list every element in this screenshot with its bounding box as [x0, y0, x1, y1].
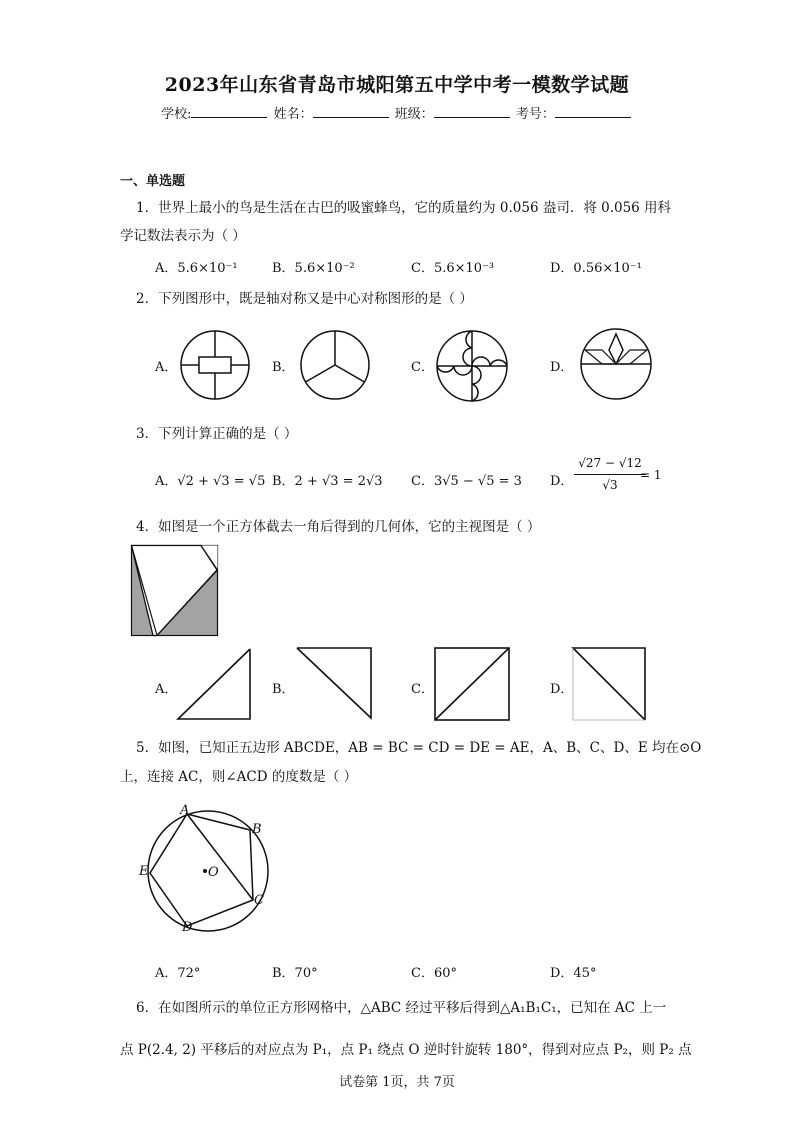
school-blank[interactable]	[191, 104, 267, 118]
q4-option-d[interactable]: D．	[550, 682, 574, 697]
q6-line2: 点 P(2.4, 2) 平移后的对应点为 P₁，点 P₁ 绕点 O 逆时针旋转 180°，得到对应点 P₂，则 P₂ 点	[120, 1042, 692, 1058]
q5-option-b[interactable]: B．70°	[272, 966, 318, 981]
q3-option-d-label: D．	[550, 474, 574, 489]
q2-figure-b	[300, 330, 370, 400]
q3-option-d[interactable]	[550, 470, 573, 489]
q3-option-a[interactable]: A．√2 + √3 = √5	[155, 474, 266, 489]
q5-label-c: C	[254, 893, 264, 908]
q2-figure-a	[180, 330, 250, 400]
q3-d-numerator: √27 − √12	[578, 456, 642, 470]
class-label: 班级：	[394, 107, 434, 122]
q5-label-a: A	[180, 803, 190, 818]
q4-figure-b	[296, 647, 372, 719]
q4-text: 4．如图是一个正方体截去一角后得到的几何体，它的主视图是（ ）	[136, 519, 541, 535]
q5-label-d: D	[182, 920, 193, 935]
q1-option-c[interactable]: C．5.6×10⁻³	[411, 261, 495, 276]
q3-option-b[interactable]: B．2 + √3 = 2√3	[272, 474, 383, 489]
q5-label-e: E	[139, 864, 149, 879]
class-blank[interactable]	[434, 104, 510, 118]
q1-option-d[interactable]: D．0.56×10⁻¹	[550, 261, 642, 276]
q5-label-o: O	[208, 865, 219, 880]
q5-option-a[interactable]: A．72°	[155, 966, 201, 981]
q1-line2: 学记数法表示为（ ）	[120, 228, 246, 244]
q2-figure-c	[436, 330, 508, 402]
number-label: 考号：	[515, 107, 555, 122]
q4-option-c[interactable]: C．	[411, 682, 434, 697]
q2-option-d[interactable]: D．	[550, 360, 574, 375]
q4-option-b[interactable]: B．	[272, 682, 295, 697]
q4-figure-d	[572, 647, 646, 721]
q4-figure-a	[177, 648, 251, 720]
school-label: 学校:	[161, 107, 192, 122]
section-heading: 一、单选题	[120, 174, 186, 189]
q5-label-b: B	[252, 822, 262, 837]
q4-option-a[interactable]: A．	[155, 682, 178, 697]
q5-line1: 5．如图，已知正五边形 ABCDE，AB = BC = CD = DE = AE，A、B、C、D、E 均在⊙O	[136, 740, 702, 756]
q3-d-rhs: = 1	[640, 468, 662, 482]
q1-option-b[interactable]: B．5.6×10⁻²	[272, 261, 355, 276]
name-blank[interactable]	[313, 104, 389, 118]
q2-option-c[interactable]: C．	[411, 360, 434, 375]
q2-text: 2．下列图形中，既是轴对称又是中心对称图形的是（ ）	[136, 291, 473, 307]
page-footer: 试卷第 1页，共 7页	[339, 1075, 455, 1090]
q5-option-d[interactable]: D．45°	[550, 966, 597, 981]
q1-line1: 1．世界上最小的鸟是生活在古巴的吸蜜蜂鸟，它的质量约为 0.056 盎司．将 0.056 用科	[136, 200, 672, 216]
q4-figure-c	[434, 647, 510, 721]
name-label: 姓名：	[273, 107, 313, 122]
q3-option-c[interactable]: C．3√5 − √5 = 3	[411, 474, 522, 489]
q6-line1: 6．在如图所示的单位正方形网格中，△ABC 经过平移后得到△A₁B₁C₁，已知在 AC 上一	[136, 1000, 667, 1016]
page-title: 2023年山东省青岛市城阳第五中学中考一模数学试题	[164, 74, 630, 96]
student-info-line	[0, 103, 794, 122]
q3-d-denominator: √3	[602, 478, 618, 492]
q2-option-b[interactable]: B．	[272, 360, 295, 375]
q5-option-c[interactable]: C．60°	[411, 966, 457, 981]
q2-option-a[interactable]: A．	[155, 360, 178, 375]
q2-figure-d	[580, 328, 652, 400]
q4-solid-figure	[131, 545, 219, 637]
q1-option-a[interactable]: A．5.6×10⁻¹	[155, 261, 238, 276]
q3-text: 3．下列计算正确的是（ ）	[136, 426, 298, 442]
q5-line2: 上，连接 AC，则∠ACD 的度数是（ ）	[120, 769, 358, 785]
q3-d-fraction-bar	[574, 474, 646, 475]
number-blank[interactable]	[555, 104, 631, 118]
